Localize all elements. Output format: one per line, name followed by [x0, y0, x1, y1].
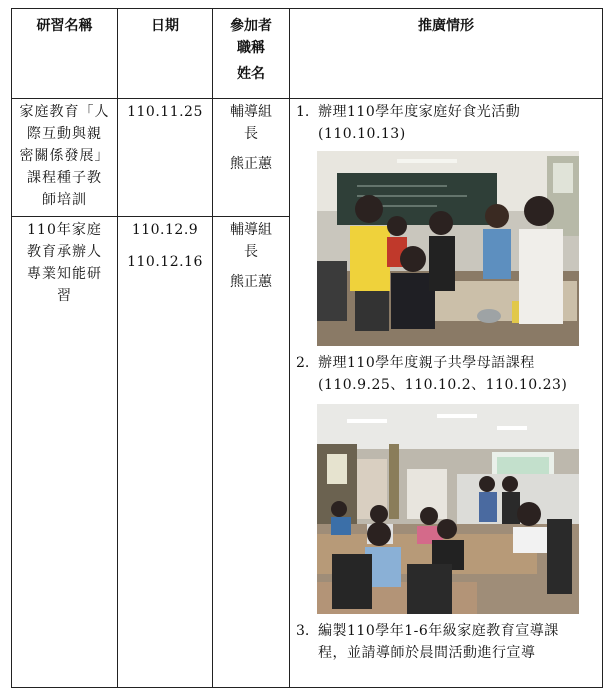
photo-cooking-class: [317, 151, 579, 346]
promotion-item: 3. 編製110學年1-6年級家庭教育宣導課 程，並請導師於晨間活動進行宣導: [296, 623, 559, 661]
course-name-cell: 家庭教育「人 際互動與親 密關係發展」 課程種子教 師培訓: [12, 99, 118, 217]
header-row: [12, 9, 603, 99]
promotion-item: 2. 辦理110學年度親子共學母語課程 (110.9.25、110.10.2、110.10.23): [296, 355, 568, 393]
date-cell: 110.11.25: [118, 99, 213, 217]
participant-cell: 輔導組 長 熊正蕙: [213, 217, 290, 688]
header-participant: 參加者 職稱 姓名: [213, 9, 290, 99]
date-cell: 110.12.9 110.12.16: [118, 217, 213, 688]
photo-classroom-lesson: [317, 404, 579, 614]
header-date: 日期: [118, 9, 213, 99]
promotion-item: 1. 辦理110學年度家庭好食光活動 (110.10.13): [296, 104, 521, 142]
header-promotion: 推廣情形: [290, 9, 603, 99]
header-course-name: 研習名稱: [12, 9, 118, 99]
course-name-cell: 110年家庭 教育承辦人 專業知能研 習: [12, 217, 118, 688]
participant-cell: 輔導組 長 熊正蕙: [213, 99, 290, 217]
training-report-table: [11, 8, 603, 688]
promotion-cell: [290, 99, 603, 688]
table-row: [12, 99, 603, 217]
